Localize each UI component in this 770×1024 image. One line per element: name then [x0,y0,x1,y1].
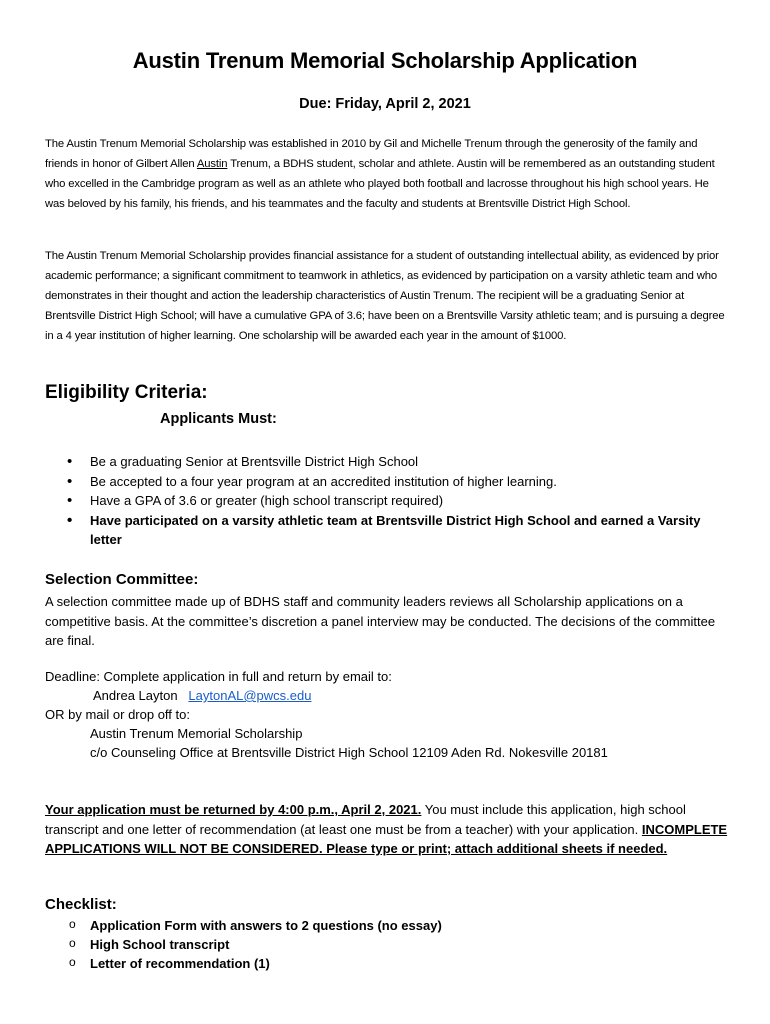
intro-text-after: Trenum, a BDHS student, scholar and athlete. Austin will be remembered as an outstanding student who excelled in the Cambridge program as well as an athlete who played both football and lacrosse throughout his high school years. He was beloved by his family, his friends, and his teammates and the faculty and students at Brentsville District High School. [45,158,715,210]
deadline-contact [93,686,311,705]
incomplete-warning: INCOMPLETE APPLICATIONS WILL NOT BE CONSIDERED. Please type or print; attach additional sheets if needed. [45,821,728,856]
return-deadline: Your application must be returned by 4:00 p.m., April 2, 2021. [45,802,422,817]
selection-body: A selection committee made up of BDHS staff and community leaders reviews all Scholarship applications on a competitive basis. At the committee’s discretion a panel interview may be conducted. The decisions of the committee are final. [45,594,716,648]
checklist-heading: Checklist: [45,896,117,913]
eligibility-subheading: Applicants Must: [160,411,277,427]
intro-underlined-name: Austin [196,158,228,170]
intro-paragraph [45,134,725,214]
page-title: Austin Trenum Memorial Scholarship Application [132,48,638,73]
checklist-list [45,916,645,973]
intro-text-before: The Austin Trenum Memorial Scholarship was established in 2010 by Gil and Michelle Trenum through the generosity of the family and friends in honor of Gilbert Allen [45,138,698,170]
deadline-line: Deadline: Complete application in full and return by email to: [45,669,392,684]
return-notice [45,800,735,859]
eligibility-item: • Be accepted to a four year program at an accredited institution of higher learning. [45,472,735,492]
eligibility-item: • Have a GPA of 3.6 or greater (high school transcript required) [45,491,735,511]
eligibility-item: • Be a graduating Senior at Brentsville District High School [45,452,735,472]
eligibility-list [45,452,735,550]
purpose-paragraph: The Austin Trenum Memorial Scholarship provides financial assistance for a student of outstanding intellectual ability, as evidenced by prior academic performance; a significant commitment to teamwork in athletics, as evidenced by participation on a varsity athletic team and who demonstrates in their thought and action the leadership characteristics of Austin Trenum. The recipient will be a graduating Senior at Brentsville District High School; will have a cumulative GPA of 3.6; have been on a Brentsville Varsity athletic team; and is pursuing a degree in a 4 year institution of higher learning. One scholarship will be awarded each year in the amount of $1000. [45,250,725,342]
address-line-2: c/o Counseling Office at Brentsville District High School 12109 Aden Rd. Nokesville 20181 [90,745,608,760]
checklist-item: o Letter of recommendation (1) [45,954,645,973]
eligibility-heading: Eligibility Criteria: [45,382,208,403]
due-date: Due: Friday, April 2, 2021 [299,96,471,112]
checklist-item: o High School transcript [45,935,645,954]
selection-heading: Selection Committee: [45,571,199,588]
contact-email-link[interactable]: LaytonAL@pwcs.edu [188,688,312,703]
address-line-1: Austin Trenum Memorial Scholarship [90,726,303,741]
checklist-item: o Application Form with answers to 2 questions (no essay) [45,916,645,935]
mail-option-line: OR by mail or drop off to: [45,707,190,722]
contact-name: Andrea Layton [93,688,178,703]
return-requirements: You must include this application, high school transcript and one letter of recommendation (at least one must be from a teacher) with your application. [45,802,686,837]
eligibility-item: • Have participated on a varsity athletic team at Brentsville District High School and earned a Varsity letter [45,511,735,550]
